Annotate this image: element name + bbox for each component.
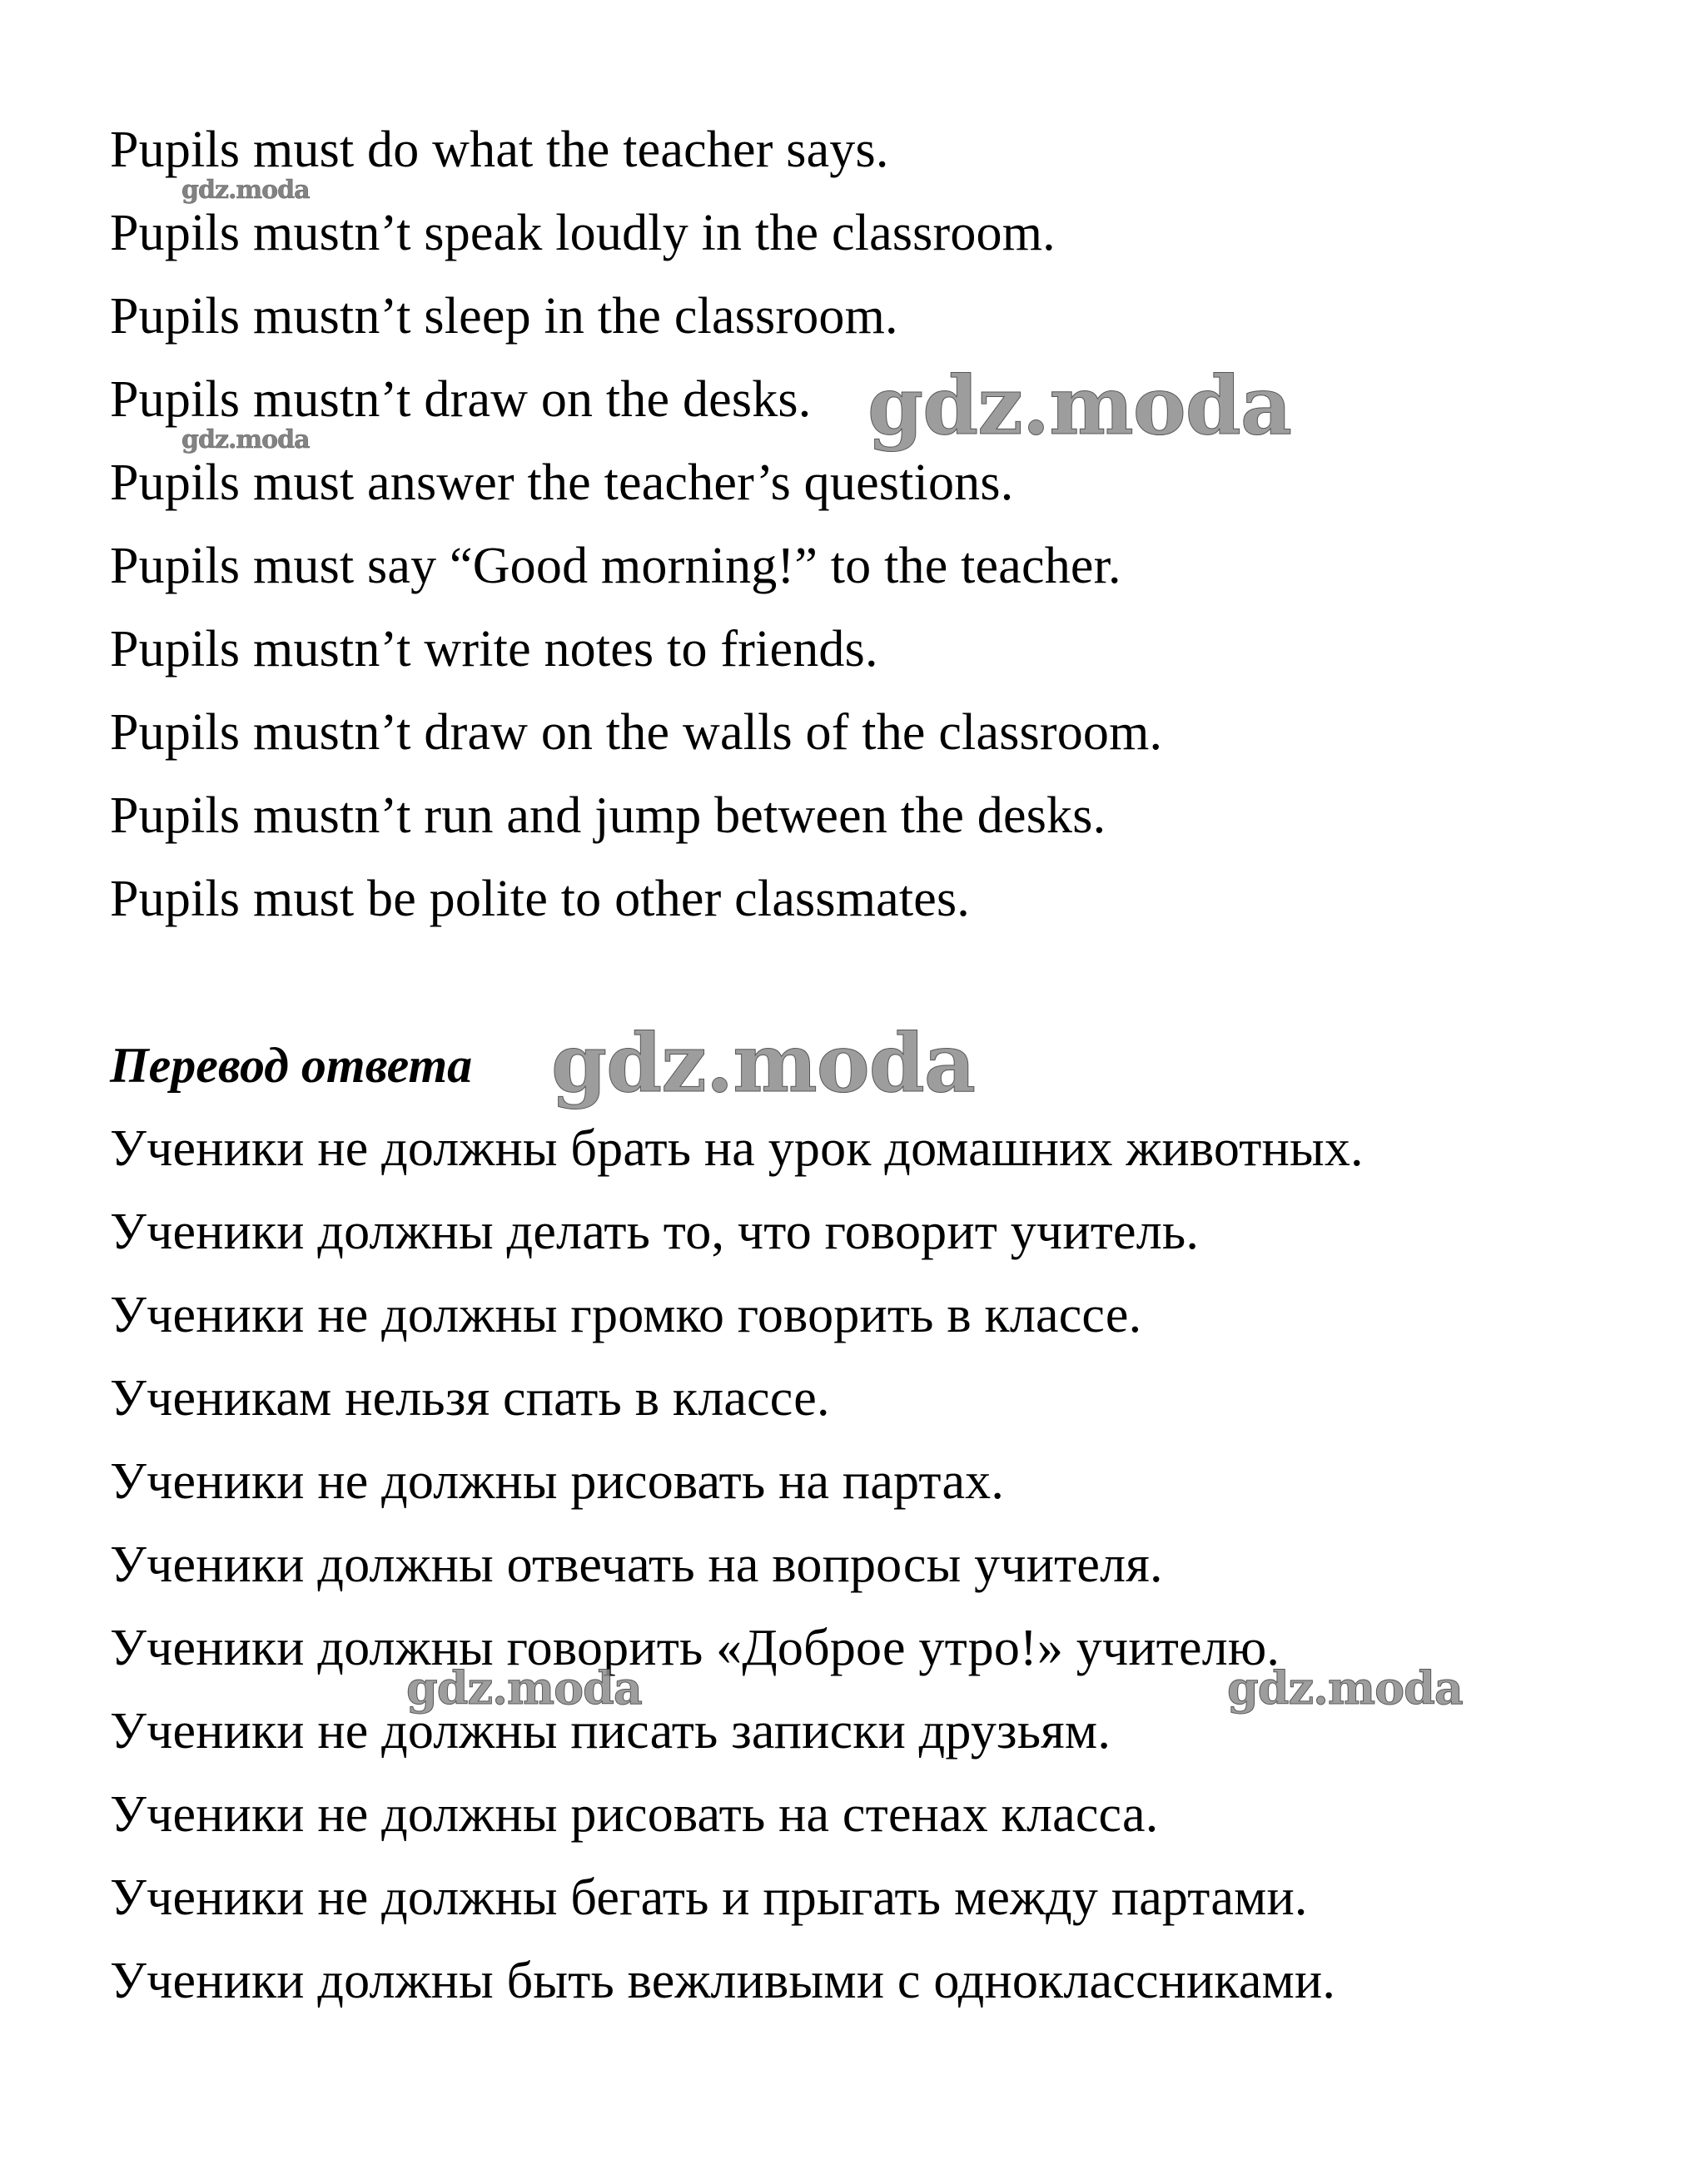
russian-line: Ученики должны быть вежливыми с одноклассниками. [110, 1953, 1336, 2009]
watermark: gdz.moda [181, 176, 310, 205]
english-line: Pupils mustn’t draw on the desks. [110, 371, 812, 428]
watermark: gdz.moda [551, 1016, 976, 1110]
watermark: gdz.moda [1227, 1661, 1463, 1715]
english-line: Pupils mustn’t write notes to friends. [110, 621, 878, 678]
russian-line: Ученикам нельзя спать в классе. [110, 1370, 830, 1427]
english-line: Pupils must do what the teacher says. [110, 122, 889, 178]
translation-heading: Перевод ответа [110, 1038, 473, 1093]
russian-line: Ученики не должны рисовать на партах. [110, 1453, 1005, 1510]
watermark: gdz.moda [181, 425, 310, 454]
russian-line: Ученики не должны рисовать на стенах класса. [110, 1786, 1159, 1843]
russian-line: Ученики не должны брать на урок домашних животных. [110, 1120, 1364, 1177]
russian-line: Ученики не должны громко говорить в классе. [110, 1287, 1142, 1343]
english-line: Pupils must answer the teacher’s questions. [110, 454, 1014, 511]
russian-line: Ученики не должны писать записки друзьям. [110, 1703, 1111, 1760]
russian-line: Ученики не должны бегать и прыгать между партами. [110, 1869, 1308, 1926]
english-line: Pupils mustn’t run and jump between the desks. [110, 787, 1106, 844]
english-line: Pupils mustn’t sleep in the classroom. [110, 288, 898, 345]
english-line: Pupils mustn’t draw on the walls of the classroom. [110, 704, 1163, 761]
watermark: gdz.moda [406, 1661, 642, 1715]
russian-line: Ученики должны отвечать на вопросы учителя. [110, 1536, 1163, 1593]
english-line: Pupils must say “Good morning!” to the teacher. [110, 538, 1121, 594]
english-line: Pupils mustn’t speak loudly in the classroom. [110, 205, 1056, 261]
english-line: Pupils must be polite to other classmates. [110, 871, 971, 927]
russian-line: Ученики должны делать то, что говорит учитель. [110, 1204, 1200, 1260]
russian-line: Ученики должны говорить «Доброе утро!» учителю. [110, 1620, 1280, 1676]
watermark: gdz.moda [867, 359, 1292, 453]
